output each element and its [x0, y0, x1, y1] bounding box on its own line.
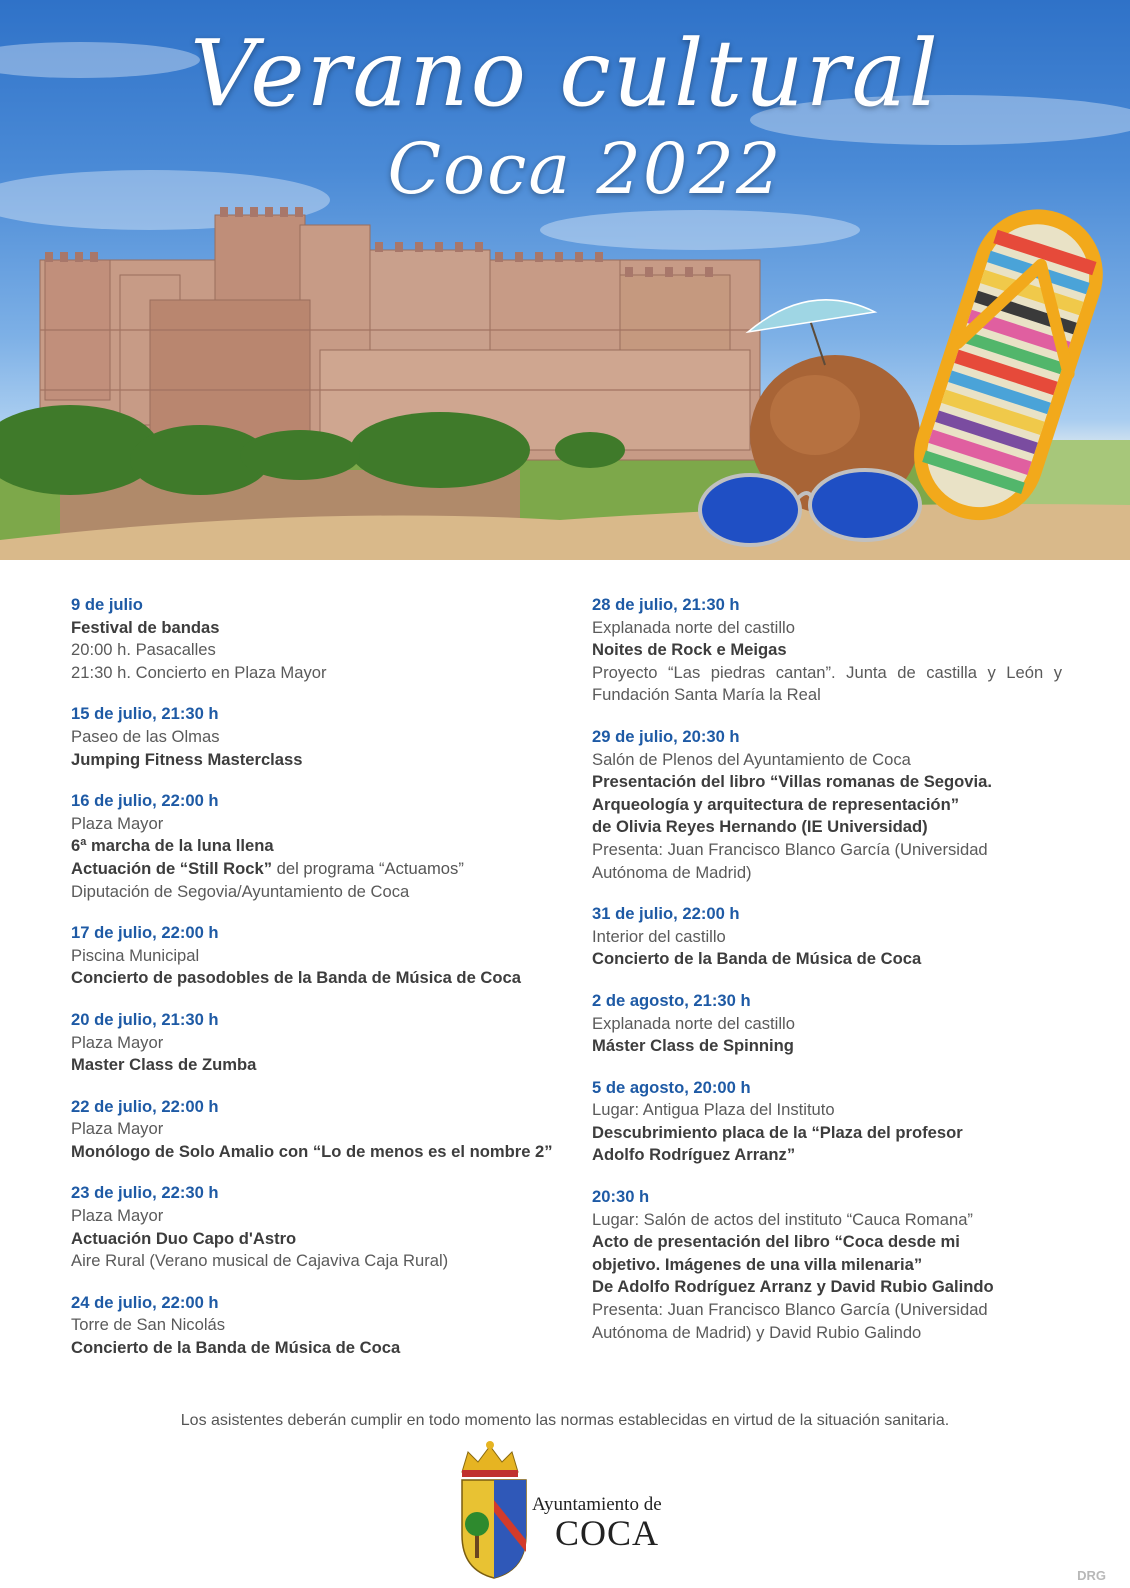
event-title: Concierto de pasodobles de la Banda de Música de Coca: [71, 968, 521, 988]
event-title: Arqueología y arquitectura de representación”: [592, 794, 959, 814]
event-title: 6ª marcha de la luna llena: [71, 836, 274, 856]
event-item: [71, 790, 571, 903]
event-date: 15 de julio, 21:30 h: [71, 704, 219, 724]
event-date: 20 de julio, 21:30 h: [71, 1009, 219, 1029]
event-date: 16 de julio, 22:00 h: [71, 791, 219, 811]
program-column-left: [71, 594, 571, 1379]
program-column-right: [592, 594, 1062, 1363]
event-item: [71, 703, 571, 771]
event-detail: Plaza Mayor: [71, 1119, 164, 1139]
event-item: [592, 594, 1062, 707]
event-item: [592, 990, 1062, 1058]
event-title: Concierto de la Banda de Música de Coca: [592, 949, 922, 969]
event-date: 31 de julio, 22:00 h: [592, 904, 740, 924]
event-title: De Adolfo Rodríguez Arranz y David Rubio Galindo: [592, 1277, 994, 1297]
page-title: Verano cultural: [190, 20, 940, 127]
event-detail: Plaza Mayor: [71, 813, 164, 833]
event-title: Acto de presentación del libro “Coca desde mi: [592, 1232, 960, 1252]
event-title: Master Class de Zumba: [71, 1055, 257, 1075]
event-item: [71, 922, 571, 990]
event-date: 24 de julio, 22:00 h: [71, 1292, 219, 1312]
event-date: 17 de julio, 22:00 h: [71, 923, 219, 943]
event-detail: Plaza Mayor: [71, 1032, 164, 1052]
event-detail: Interior del castillo: [592, 926, 726, 946]
event-title: Actuación de “Still Rock”: [71, 858, 273, 878]
logo-text-coca: COCA: [555, 1513, 660, 1553]
event-detail: del programa “Actuamos”: [272, 858, 464, 878]
event-title: de Olivia Reyes Hernando (IE Universidad): [592, 817, 928, 837]
event-detail: Proyecto “Las piedras cantan”. Junta de castilla y León y Fundación Santa María la Real: [592, 662, 1062, 705]
event-item: [71, 1182, 571, 1272]
shield-icon: [462, 1480, 526, 1578]
event-detail: Autónoma de Madrid) y David Rubio Galindo: [592, 1322, 922, 1342]
event-title: Monólogo de Solo Amalio con “Lo de menos es el nombre 2”: [71, 1141, 553, 1161]
event-detail: 21:30 h. Concierto en Plaza Mayor: [71, 662, 327, 682]
event-item: [71, 1009, 571, 1077]
event-detail: Plaza Mayor: [71, 1206, 164, 1226]
event-title: Festival de bandas: [71, 617, 220, 637]
event-title: Descubrimiento placa de la “Plaza del profesor: [592, 1122, 963, 1142]
event-date: 22 de julio, 22:00 h: [71, 1096, 219, 1116]
event-date: 20:30 h: [592, 1187, 650, 1207]
event-title: Actuación Duo Capo d'Astro: [71, 1228, 297, 1248]
event-item: [71, 594, 571, 684]
event-detail: Piscina Municipal: [71, 945, 200, 965]
event-title: Jumping Fitness Masterclass: [71, 749, 303, 769]
event-detail: Autónoma de Madrid): [592, 862, 752, 882]
event-detail: 20:00 h. Pasacalles: [71, 640, 216, 660]
event-title: Presentación del libro “Villas romanas de Segovia.: [592, 772, 992, 792]
event-date: 5 de agosto, 20:00 h: [592, 1077, 751, 1097]
event-detail: Salón de Plenos del Ayuntamiento de Coca: [592, 749, 911, 769]
event-item: [592, 726, 1062, 884]
event-item: [592, 1077, 1062, 1167]
event-title: Concierto de la Banda de Música de Coca: [71, 1338, 401, 1358]
event-date: 2 de agosto, 21:30 h: [592, 990, 751, 1010]
event-detail: Paseo de las Olmas: [71, 726, 220, 746]
event-detail: Aire Rural (Verano musical de Cajaviva Caja Rural): [71, 1251, 449, 1271]
event-title: objetivo. Imágenes de una villa milenaria”: [592, 1254, 923, 1274]
event-detail: Torre de San Nicolás: [71, 1315, 226, 1335]
logo-text-ayuntamiento: Ayuntamiento de: [532, 1494, 662, 1515]
event-date: 29 de julio, 20:30 h: [592, 726, 740, 746]
designer-signature: DRG: [1077, 1568, 1106, 1583]
crown-icon: [462, 1441, 518, 1477]
event-item: [592, 903, 1062, 971]
event-date: 9 de julio: [71, 595, 143, 614]
event-date: 28 de julio, 21:30 h: [592, 595, 740, 614]
event-detail: Presenta: Juan Francisco Blanco García (Universidad: [592, 1300, 988, 1320]
event-detail: Presenta: Juan Francisco Blanco García (Universidad: [592, 839, 988, 859]
event-description: [71, 858, 571, 881]
event-item: [71, 1292, 571, 1360]
page-subtitle: Coca 2022: [387, 128, 783, 210]
event-title: Noites de Rock e Meigas: [592, 640, 787, 660]
health-notice: Los asistentes deberán cumplir en todo momento las normas establecidas en virtud de la situación sanitaria.: [180, 1412, 950, 1429]
event-title: Adolfo Rodríguez Arranz”: [592, 1145, 796, 1165]
event-detail: Lugar: Salón de actos del instituto “Cauca Romana”: [592, 1209, 973, 1229]
event-date: 23 de julio, 22:30 h: [71, 1183, 219, 1203]
hero-image: [0, 0, 1130, 560]
event-title: Máster Class de Spinning: [592, 1036, 794, 1056]
event-detail: Explanada norte del castillo: [592, 1013, 795, 1033]
event-detail: Lugar: Antigua Plaza del Instituto: [592, 1100, 835, 1120]
event-item: [592, 1186, 1062, 1344]
event-detail: Diputación de Segovia/Ayuntamiento de Coca: [71, 881, 410, 901]
event-detail: Explanada norte del castillo: [592, 617, 795, 637]
event-item: [71, 1096, 571, 1164]
umbrella-icon: [748, 300, 875, 365]
